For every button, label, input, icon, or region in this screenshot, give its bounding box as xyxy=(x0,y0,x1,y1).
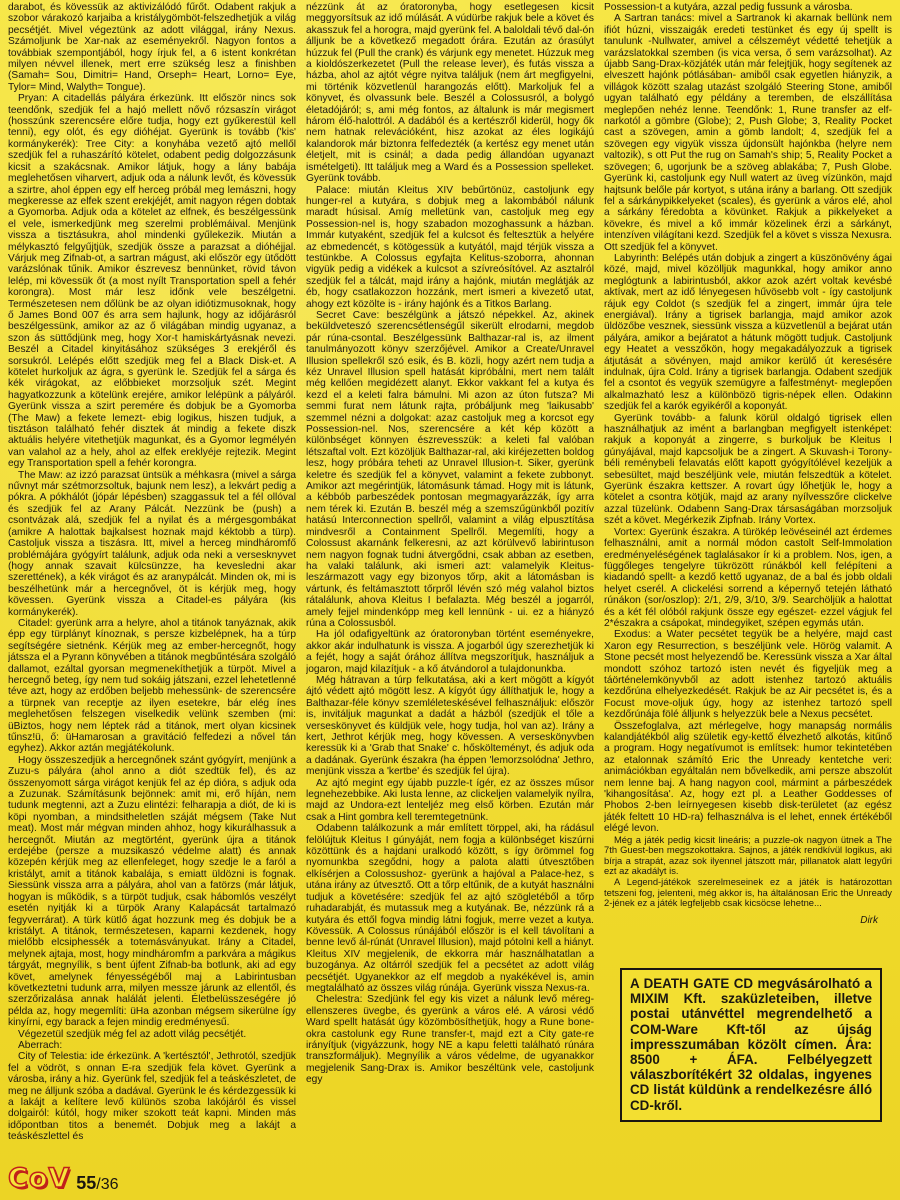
article-paragraph: Pryan: A citadellás pályára érkezünk. Itt először nincs sok teendőnk, szedjük fel a hajó mellett nővő rózsaszín virágot (hosszúnk szerencsére előre tudja, hogy ezt gyűkerestül kell tenni), egy olót, és egy dióhéjat. Gyerünk is tovább ('kis' kormánykerék): Tree City: a konyhába vezető ajtó mellől szedjük fel a ruhaszárító kötelet, odabent pedig dolgozzásunk kicsit a szakácsnak. Amikor látjuk, hogy a lány babája meglehetősen viharvert, adjuk oda a nálunk levőt, és kövessük a szirtre, ahol éppen egy elf herceg próbál meg lemászni, hogy megkeresse az elfek szent erekjéjét, amit nagyon régen dobtak a Gyomorba. Adjuk oda a kötelet az elfnek, és beszélgessünk el vele, ismerkedjünk meg szerelmi problémáival. Menjünk vissza a tisztásukra, ahol mindenki gyűlekezik. Miután a mélykasztó felgyűjtjük, szedjük össze a parazsat a dióhéjjal. Várjuk meg Zifnab-ot, a sartran mágust, aki először egy ütődött varázslónak tűnik. Amikor észrevesz bennünket, rövid távon lelép, mi kövessük őt (a most nyílt Transportation spell a fehér korongra). Most már lesz időnk vele beszélgetni. Természetesen nem dőlünk be az olyan idiótizmusoknak, hogy ő James Bond 007 és arra sem hajlunk, hogy az időjárásról beszélgessünk, amikor az az ő világában mindig ugyanaz, a szon ás süttődjünk meg, hogy Xor-t hamiskártyásnak nevezi. Beszél a Citadel kinyitásához szükséges 3 erekjéről és sorsukról. Lelépés előtt szedjük meg fel a Black Disk-et. A kötelet hurkoljuk az ágra, s gyerünk le. Szedjük fel a sárga és kék virágokat, az előbbieket morzsoljuk szét. Megint hagyatkozzunk a kötelünk erejére, amikor lelépünk a pályáról. Gyerünk vissza a szirt peremére és dobjuk be a Gyomorba (The Maw) a fekete lemezt- ebig logikus, hiszen tudjuk, a tisztáson található fehér disztek át mindig a fekete diszk aktuális helyére vitethetjük magunkat, és a Gyomor legmélyén van valahol az a hely, ahol az elfek ereklyéje rejtezik. Megint egy Transportation spell a fehér korongra. xyxy=(8,93,296,470)
article-paragraph: Összefoglalva, azt mérlegelve, hogy manapság normális kalandjátékból alig születik egy-kettő élvezhető alkotás, kitűnő a program. Hogy negatívumot is említsek: humor tekintetében az etalonnak számító Eric the Unready kentetche veri: animációkban egyáltalán nem bővelkedik, ami persze abszolút nem lenne baj. A hang nagyon cool, mármint a párbeszédek 'kihangosítása'. Az, hogy ezt pl. a Leather Goddesses of Phobos 2-ben leírnyegesen kisebb disk-területet (az egész játék feltett 10 HD-ra) felhasználva is el lehet, ennek értékéből elégé levon. xyxy=(604,720,892,835)
author-signature: Dirk xyxy=(860,914,878,926)
article-paragraph: Végezetül szedjük még fel az adott világ pecsétjét. xyxy=(18,1028,247,1040)
column-3-paragraphs xyxy=(604,2,892,909)
article-paragraph: Secret Cave: beszélgünk a játszó népekkel. Az, akinek beküldveteszó szerencsétlenségűl sikerült elrodarni, megdob pár rúna-csontal. Beszélgessünk Balthazar-ral is, az ilment tanulmányozott könyv szerzőjével. Amikor a Create/Unravel Illusion spellekről szó esik, és B. közli, hogy azért nem tudja a kéz Unravel Illusion spell hatását kipróbálni, mert nem talált még kellően megidézett alanyt. Ekkor vakkant fel a kutya és kezd el a keleti falra bámulni. Mi azon az úton futsza? Mi semmi furat nem látunk rajta, próbáljunk meg 'laikusabb' szemmel nézni a dolgokat: azaz castoljuk meg a korcsot egy Possession-nel. Nos, szerencsére a két kép között a különbséget könnyen észrevesszük: a keleti fal valóban létszaftal volt. Ezt közöljük Balthazar-ral, aki kiréjezetten boldog lesz, hogy próbára teheti az Unravel Illusion-t. Siker, gyerünk keletre és szedjük fel a könyvet, valamint a fekete zubbonyt. Amikor azt megérintjük, látomásunk támad. Hogy mit is látunk, a kébbób parbeszédek pontosan megmagyarázzák, így arra nem térek ki. Ezután B. beszél még a szemszűgünkből pozitív hatású Interconnection spellről, valamint a világ elpusztítása mindvesről a Containment Spellről. Megemlíti, hogy a Colossust akarnánk felkeresni, az azt körülvevő labirintuson nem nagyon fognak tudni átvergődni, csak abban az esetben, ha valaki találunk, aki ismeri azt: valamelyik Kleitus-leszármazott vagy egy bizonyos tőrp, akit a látomásban is vártunk, és feltámasztott tőrpről lévén szó még valahol biztos rátalálunk, ahova Kleitus I befalazta. Még beszél a jogarról, amely fejjel mindenkópp meg kell lennünk - ui. ez a hiányzó rúna a Colossusból. xyxy=(306,309,594,629)
article-paragraph: Exodus: a Water pecsétet tegyük be a helyére, majd cast Xaron egy Resurrection, s beszéljünk vele. Hörög valamit. A Stone pecsét most helyezendő be. Keressünk vissza a Xar által mondott szóhoz tartozó isten nevét és figyeljük meg a táörténelemkönyvből az adott istenhez tartozó aktuális kezdőrúna elhelyezkedését. Rakjuk be az Air pecsétet is, és a Focust move-oljuk úgy, hogy az istenhez tartozó spell kezdőrúnája fölé álljunk s helyezzük bele a Nexus pecsétet. xyxy=(604,629,892,721)
article-paragraph: City of Telestia: ide érkezünk. A 'kertésztól', Jethrotól, szedjük fel a vödröt, s onnan E-ra szedjük fela követ. Gyerünk a városba, irány a hiz. Gyerünk fel, szedjük fel a teáskészletet, de meg ne álljunk szóba a dadával. Gyerünk le és kérdezgessük ki a lakájt a kelítere levő külünös szoba lakójáról és vissel dolgairól: kútól, hogy miker szokott teát kapni. Minden más időpontban titos a benemét. Dobjuk meg a lakájt a teáskészlettel és xyxy=(8,1051,296,1143)
page-number-main: 55 xyxy=(76,1173,97,1193)
article-paragraph: Odabenn találkozunk a már említett törppel, aki, ha rádásul felölújtuk Kleitus I gúnyáját, nem fogja a különbséget kiszúrni közöttünk és a hajdani uralkodó között, s így örömmel fog nyomunkba szegődni, hogy a palota alatti útvesztőben elkísérjen a Colossushoz- gyerünk a hajóval a Palace-hez, s utána irány az útvesztő. Ott a tőrp eltűnik, de a kutyát használni tudjuk a követésére: szedjük fel az ajtó szögletéből a tőrp ruhadarabját, és mutassuk meg a kutyának. Be, nézzünk rá a kutyára és ettől fogva mindig látni fogjuk, merre vezet a kutya. Kövessük. A Colossus rúnájából először is el kell távolítani a benne levő ál-rúnát (Unravel Illusion), majd pótolni kell a hiányt. Kleitus XIV megjelenik, de ekkorra már használhatatlan a buzogánya. Az oltárról szedjük fel a pecsétet az adott világ pecsétjét. Ugyanekkor az elf megdob a nyakékével is, amin megtalálható az összes világ rúnája. Gyerünk vissza Nexus-ra. xyxy=(306,823,594,994)
column-2 xyxy=(306,2,594,1170)
article-paragraph: Még a játék pedig kicsit lineáris; a puzzle-ok nagyon ütnek a The 7th Guest-ben megszokottakra. Sajnos, a játék rendkívül logikus, aki bírja a strapát, azaz sok ilyennel játszott már, pillanatok alatt legyűri ezt az akadályt is. xyxy=(604,833,892,877)
column-1 xyxy=(8,2,296,1170)
page-footer xyxy=(8,1164,119,1194)
article-paragraph: Chelestra: Szedjünk fel egy kis vizet a nálunk levő méreg-ellenszeres üvegbe, és gyerünk a város elé. A városi védő Ward spellt hatását úgy közömbösíthetjük, hogy a Rune bone-okra castolunk egy Rune transfer-t, majd ezt a City gate-re irányítjuk (vigyázzunk, hogy NE a kapu feletti található rúnára transzformáljuk). Megnyílik a város védelme, de ugyanakkor megjelenik Sang-Drax is. Amikor beszéltünk vele, castoljunk egy xyxy=(306,994,594,1086)
article-paragraph: Vortex: Gyerünk északra. A türökép leövéseinél azt érdemes felhasználni, amit a normál módon castolt Self-Immolation eredményeléségének taglalásakor ír ki a problem. Nos, igen, a függőleges tengelyre tükrözött rúnákból kell felépíteni a kiadandó spellt- a kezdő kettő ugyanaz, de a bal és jobb oldali helyet cserél. A clickelési sorrend a képernyő tetején látható rúnákon (sor/oszlop): 2/1, 2/9, 3/10, 3/9. Searchöljük a halottat és a két fél olóból rakjunk össze egy egészet- ezzel vágjuk fel 2*északra a csápokat, mindegyiket, szépen egymás után. xyxy=(604,526,892,629)
article-paragraph: Még hátravan a túrp felkutatása, aki a kert mögött a kígyót ájtó védett ajtó mögött lesz. A kígyót úgy állíthatjuk le, hogy a Balthazar-féle könyv szemléleteskésével felhasználjuk: először is, invitáljuk magunkat a dadát a házból (szedjük el tőle a verseskönyvet és küldjük vele, hogy tudja, hol van az). Irány a kert, Jethrot kérjük meg, hogy kövessen. A verseskönyvben keressük ki a 'Grab that Snake' c. hőskölteményt, és adjuk oda a dadának. Gyerünk északra (ha éppen 'lemorzsolódna' Jethro, menjünk vissza a 'kertbe' és szedjük fel újra). xyxy=(306,674,594,778)
cd-advertisement-box: A DEATH GATE CD megvásárolható a MIXIM Kft. szaküzleteiben, illetve postai utánvéttel megrendelhető a COM-Ware Kft-től az újság impresszumában közölt címen. Ára: 8500 + ÁFA. Felbélyegzett válaszborítékért 32 oldalas, ingyenes CD listát küldünk a rendelkezésre álló CD-kről. xyxy=(620,968,882,1122)
article-paragraph: Citadel: gyerünk arra a helyre, ahol a titánok tanyáznak, akik épp egy türplányt kínoznak, s persze kizbelépnek, ha a túrp segítségére sietnénk. Kérjük meg az ember-hercegnőt, hogy játssza el a Pyrann könyvében a titánok megbűntésára szolgáló dallamot, ezáltal gyorsan megmenekíthetjük a türpöt. Mivel a hercegnő beteg, így nem tud sokáig játszani, ezzel lehetetlenné téve azt, hogy az erdőben beljebb mehessünk- de szerencsére a türpnek van receptje az ilyen esetekre, bár elég ínes meglehetősen felszegen viselkedik velünk szemben (mi: üBiztos, hogy nem léptek rád a titánok, mert olyan kicsinek tűnsz!ü, ő: üHamarosan a gravitáció felfedezi a nővel tán egyhez). Akkor aztán megjátékolunk. xyxy=(8,617,296,755)
article-paragraph: Aberrach: xyxy=(18,1039,63,1051)
page-number-sub: /36 xyxy=(96,1176,119,1193)
article-paragraph: Gyerünk tovább- a falunk körül oldalgó tigrisek ellen használhatjuk az imént a barlangban megfigyelt istenképet: rakjuk a koponyát a zingerre, s burkoljuk be Kleitus I gúnyájával, majd kapcsoljuk be a zingert. A Skuvash-i Torony-béli reménybeli felavatás előtt kapott gyógyítólével kezeljük a sebesültet, majd beszéljünk vele, miután felszedtük a kötelet. Gyerünk északra kettszer. A rovart úgy lőhetjük le, hogy a kötelet a csontra kötjük, majd az arany nyílvesszőre clickelve azzal tüzelünk. Odabenn Sang-Drax társaságában morzsoljuk szét a követ. Megérkezik Zipfnab. Irány Vortex. xyxy=(604,412,892,527)
article-paragraph: darabot, és kövessük az aktivizálódó fűrőt. Odabent rakjuk a szobor várakozó karjaiba a kristálygömböt-felszedhetjük a világ pecsétjét. Mivel végeztünk az adott világgal, irány Nexus. Számoljunk be Xar-nak az eseményekről. Nagyon fontos a továbbiak szempontjából, hogy írjuk fel, a 6 istent konkrétan milyen névvel illenek, mert erre szükség lesz a finishben (Samah= Sou, Dimitri= Hand, Orseph= Heart, Lorno= Eye, Tylor= Mind, Walyth= Tongue). xyxy=(8,2,296,93)
article-paragraph: Ha jól odafigyeltünk az óratoronyban történt eseményekre, akkor akár indulhatunk is vissza. A jogarból úgy szerezhetjük ki a fejét, hogy a saját órához állítva megszorítjuk, használjuk a jogaron, majd kilazítjuk - a kő átvándorol a tulajdonunkba. xyxy=(306,629,594,675)
article-paragraph: The Maw: az izzó parazsat üntsük a méhkasra (mivel a sárga nűvnyt már szétmorzsoltuk, bajunk nem lesz), a lekvárt pedig a pókra. A pókhálót (jópár lépésben) szaggassuk tel a fél ollóval és szedjük fel az Arany Pálcát. Nezzünk be (push) a csontvázak alá, szedjük fel a nyilat és a mérgesgombákat (amikre A halottak bajkalsest hoznak majd kéktobb a türp). Castoljuk vissza a tiszásra. Itt, mivel a herceg mindháromfő problémájára gyógyírt találunk, adjuk oda neki a versesknyvet (hogy annak szavait külcsünzze, ha kevesledni akar szerettének), a kék virágot és az aranypálcát. Minden ok, mi is beszélhetünk már a hercegnővel, öt is kérjük meg, hogy kövessen. Gyerünk vissza a Citadel-es pályára (kis kormánykerék). xyxy=(8,469,296,618)
article-paragraph: A Legend-játékok szerelmeseinek ez a játék is határozottan tetszeni fog, jelenteni, még akkor is, ha általánosan Eric the Unready 2-jének ez a játék legfeljebb csak kicsöcse lehetne... xyxy=(604,876,892,909)
article-paragraph: Hogy összeszedjük a hercegnőnek szánt gyógyírt, menjünk a Zuzu-s pályára (ahol anno a diót szedtük fel), és az összenyomott sárga virágot kenjük fel az ép dióra, s adjuk oda a Zuzunak. Számításunk bejönnek: amit mi, erő híján, nem tudunk megtenni, azt a Zuzu elintézi: felharapja a diót, de ki is köpi nyomban, a mindsitheletlen száját mégsem (Take Nut meat). Most már mégvan minden ahhoz, hogy kikurálhassuk a hercegnőt. Miután az megtörtént, gyerünk újra a titánok erdejébe (persze a muzsikaszó védelme alatt) és annak közepén kérjük meg az ellenfeleget, hogy szedje le a faról a kristályt, amit a titánok kabalája, s emiatt üldözni is fognak. Siessünk vissza arra a pályára, ahol van a fatörzs (már látjuk, hogyan is működik, s a türpöt tudjuk, csak hábomlós veszélyt esetén nyitják ki a türpök Arany Kalapácsát tartalmazó fegyverrárat). A türk kütlő ágat hozzunk meg és dobjuk be a kristályt. A titánok, természetesen, kaparni kezdenek, hogy mielőbb elcsiphessék a totemásványukat. Irány a Citadel, melynek ajtaja, most, hogy mindháromfm a parkvára a mágikus tárgyát, megnyílik, s bent újfent Zifnab-ba botlunk, aki ad egy követ, amelynek fényességéből maj a Labirintusban következtetni tudunk arra, milyen messze járunk az ellentől, és szerzőrizalása annak halálát jelenti. Életbelüsszeségére jó példa az, hogy megemlíti: üHa azonban mégsem sikerülne így kinyírni, egy barack a fejen mindig eredményesű. xyxy=(8,754,296,1029)
article-paragraph: Palace: miután Kleitus XIV bebűrtönüz, castoljunk egy hunger-rel a kutyára, s dobjuk meg a lakombából nálunk maradt húsisal. Amíg melletünk van, castoljuk meg egy Possession-nel is, hogy szabadon mozoghassunk a házban. Immár kutyaként, szedjük fel a kulcsot és feltesztük a helyére az ebmedencét, s kötögessük a kutyától, majd térjük vissza a testünkbe. A Colossus egyfajta Kelitus-szoborra, ahonnan vigyük pedig a vidékek a kulcsot a szívreósítóvel. Az asztalról szedjük fel a tálcát, majd irány a hajónk, miután meglátják az éb, hogy csatlakozzon hozzánk, mert ismeri a kivezető utat, ahogy ezt közölte is - irány hajónk és a Titkos Barlang. xyxy=(306,184,594,310)
article-paragraph: Az ajtó megint egy újabb puzzle-t ígér, ez az összes műsor legnehezebbike. Aki lusta lenne, az clickeljen valamelyik nyílra, majd az Undora-ezt lenteljéz meg első körben. Ezután már csak a Hint gombra kell teremtegetnünk. xyxy=(306,777,594,823)
article-paragraph: Possession-t a kutyára, azzal pedig fussunk a városba. xyxy=(604,2,853,13)
article-paragraph: A Sartran tanács: mivel a Sartranok ki akarnak bellünk nem ifiót húzni, visszaigák eredeti testünket és egy új spellt is tanulunk -Nullwater, amivel a célszeméyt védetté tehetjük a varázslatokkal szemben (is vica versa, ő sem varázsolhat). Az újabb Sang-Drax-közjáték után már felejtjük, hogy segítenek az elveszett hajónk pótlásában- amiből csak egyetlen hiányzik, a villágok között szalag utazást szolgáló Steering Stone, amiből ugyan található egy példány a teremben, de elszállítása meglepően nehéz lenne. Teendőnk: 1, Rune transfer az elf-narkotól a gömbre (Globe); 2, Push Globe; 3, Reality Pocket cast a szövegen, amin a gömb landolt; 4, szedjük fel a szövegen egy vigyük vissza újdonsült hajónkba (helyre nem valtozik), s ott Put the rug on Samah's ship; 5, Reality Pocket a szövegen; 6, ugorjunk be a szöveg ablakába; 7, Push Globe. Gyerünk ki, castoljunk egy Null watert az üveg vízünkön, majd hajtsunk belőle pár kortyot, s utána irány a barlang. Ott szedjük fel a sárkánypikkelyeket (scales), és gyerünk a város elé, ahol a sárkány féredobta a kövünket. Rakjuk a pikkelyeket a kövekre, és mivel a kő immár közelinek érzi a sárkányt, intenzíven világítani kezd. Szedjük fel a követ s vissza Nexusra. Ott szedjük fel a könyvet. xyxy=(604,13,892,253)
article-paragraph: nézzünk át az óratoronyba, hogy esetlegesen kicsit meggyorsítsuk az idő múlását. A vúdürbe rakjuk bele a követ és akasszuk fel a horogra, majd gyerünk fel. A baloldali tévő dal-ón álljunk be a következő megadott órára. Ezután az órasúlyt húzzuk fel (Pull the crank) és várjunk egy menetet. Húzzuk meg a kioldószerkezetet (Pull the release lever), és futás vissza a házba, ahol az ajtót végre nyitva találjuk (nem árt megfigyelni, mi történik közvetlenül harangozás előtt). Markoljuk fel a könyvet, és olvassunk bele. Beszél a Colossusról, a bolygó életadójáról; s, ami még fontos, az általunk is már megismert három élő-halottról. A dadából és a kertészről kiderül, hogy ők nem hatnak relevációként, hisz azokat az éles logikájú kalandorok már biztonra felfedezték (a kertész egy menet után életjelt, mit is csinál; a dada pedig állandóan ugyanazt ismételgeti). Itt találjuk meg a Ward és a Possession spelleket. Gyerünk tovább. xyxy=(306,2,594,185)
magazine-logo: CoV xyxy=(8,1163,71,1194)
article-paragraph: Labyrinth: Belépés után dobjuk a zingert a küszönövény ágai közé, majd, mivel közölljük magunkkal, hogy amikor anno meglógtunk a labirintusból, akkor azok azért voltak kevésbé aktívak, mert az idő lényegesen hűvösebb volt - így castoljunk rájuk egy Coldot (s szedjük fel a zingert, immár újra tele energiával). Irány a tigrisek barlangja, majd amikor azok üldözőbe vesznek, siessünk vissza a küzvetlenül a bejárat után pályára, amikor a bejáratot a hátunk mögött tudjuk. Castoljunk egy Heatet a vesszőkön, hogy megakadályozzuk a tigrisek átjutását a sövényen, majd amikor kerülő út keresésére indulnak, újra Cold. Irány a tigrisek barlangja. Odabent szedjük fel a csontot és vegyük szemügyre a falfestményt- meglepően alkalmazható lesz a különbözö tigris-népek ellen. Odakinn szedjük fel a karók egyikéről a koponyát. xyxy=(604,252,892,413)
page-number xyxy=(76,1173,118,1194)
